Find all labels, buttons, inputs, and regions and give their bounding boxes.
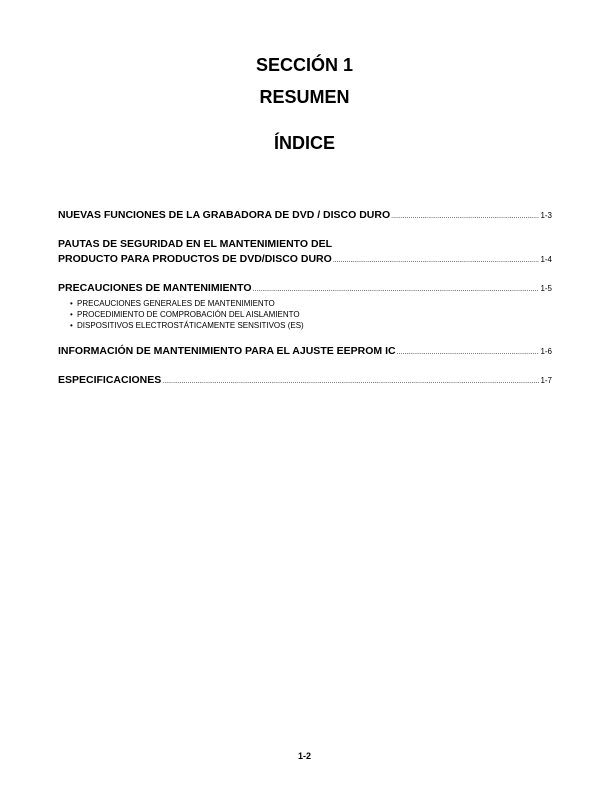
dot-leader	[397, 345, 540, 360]
toc-entry-title: NUEVAS FUNCIONES DE LA GRABADORA DE DVD / DISCO DURO	[58, 209, 391, 221]
toc-line	[58, 344, 552, 360]
toc-entry-safety-guidelines[interactable]	[58, 237, 552, 268]
toc-entry-title: ESPECIFICACIONES	[58, 374, 162, 386]
toc-entry-page: 1-7	[540, 376, 552, 385]
section-title: SECCIÓN 1	[255, 55, 354, 75]
toc-entry-specifications[interactable]	[58, 373, 552, 389]
toc-entry-title: PRECAUCIONES DE MANTENIMIENTO	[58, 282, 252, 294]
toc-entry-title: PRODUCTO PARA PRODUCTOS DE DVD/DISCO DURO	[58, 253, 332, 265]
table-of-contents	[58, 208, 552, 402]
toc-entry-page: 1-3	[540, 211, 552, 220]
toc-subitem[interactable]	[70, 309, 552, 320]
toc-subitem[interactable]	[70, 320, 552, 331]
toc-entry-page: 1-5	[540, 284, 552, 293]
toc-line	[58, 208, 552, 224]
toc-subitem-label: DISPOSITIVOS ELECTROSTÁTICAMENTE SENSITIVOS (ES)	[77, 321, 304, 330]
toc-subitem-label: PROCEDIMIENTO DE COMPROBACIÓN DEL AISLAMIENTO	[77, 310, 300, 319]
dot-leader	[162, 374, 539, 389]
toc-line	[58, 373, 552, 389]
summary-title: RESUMEN	[259, 87, 350, 107]
toc-entry-new-functions[interactable]	[58, 208, 552, 224]
dot-leader	[333, 253, 540, 268]
dot-leader	[391, 209, 539, 224]
toc-subitem[interactable]	[70, 298, 552, 309]
bullet-icon: •	[70, 299, 73, 308]
page-number: 1-2	[297, 751, 311, 761]
index-title: ÍNDICE	[273, 133, 335, 153]
toc-entry-title: INFORMACIÓN DE MANTENIMIENTO PARA EL AJUSTE EEPROM IC	[58, 345, 396, 357]
toc-subitem-label: PRECAUCIONES GENERALES DE MANTENIMIENTO	[77, 299, 275, 308]
bullet-icon: •	[70, 310, 73, 319]
toc-entry-title-line1: PAUTAS DE SEGURIDAD EN EL MANTENIMIENTO DEL	[58, 238, 332, 250]
toc-entry-maintenance-precautions[interactable]	[58, 281, 552, 331]
toc-entry-eeprom-info[interactable]	[58, 344, 552, 360]
toc-entry-page: 1-4	[540, 255, 552, 264]
toc-subitems	[58, 298, 552, 331]
toc-line	[58, 281, 552, 297]
bullet-icon: •	[70, 321, 73, 330]
toc-line	[58, 252, 552, 268]
toc-entry-page: 1-6	[540, 347, 552, 356]
page-headings	[0, 52, 609, 156]
dot-leader	[253, 282, 540, 297]
